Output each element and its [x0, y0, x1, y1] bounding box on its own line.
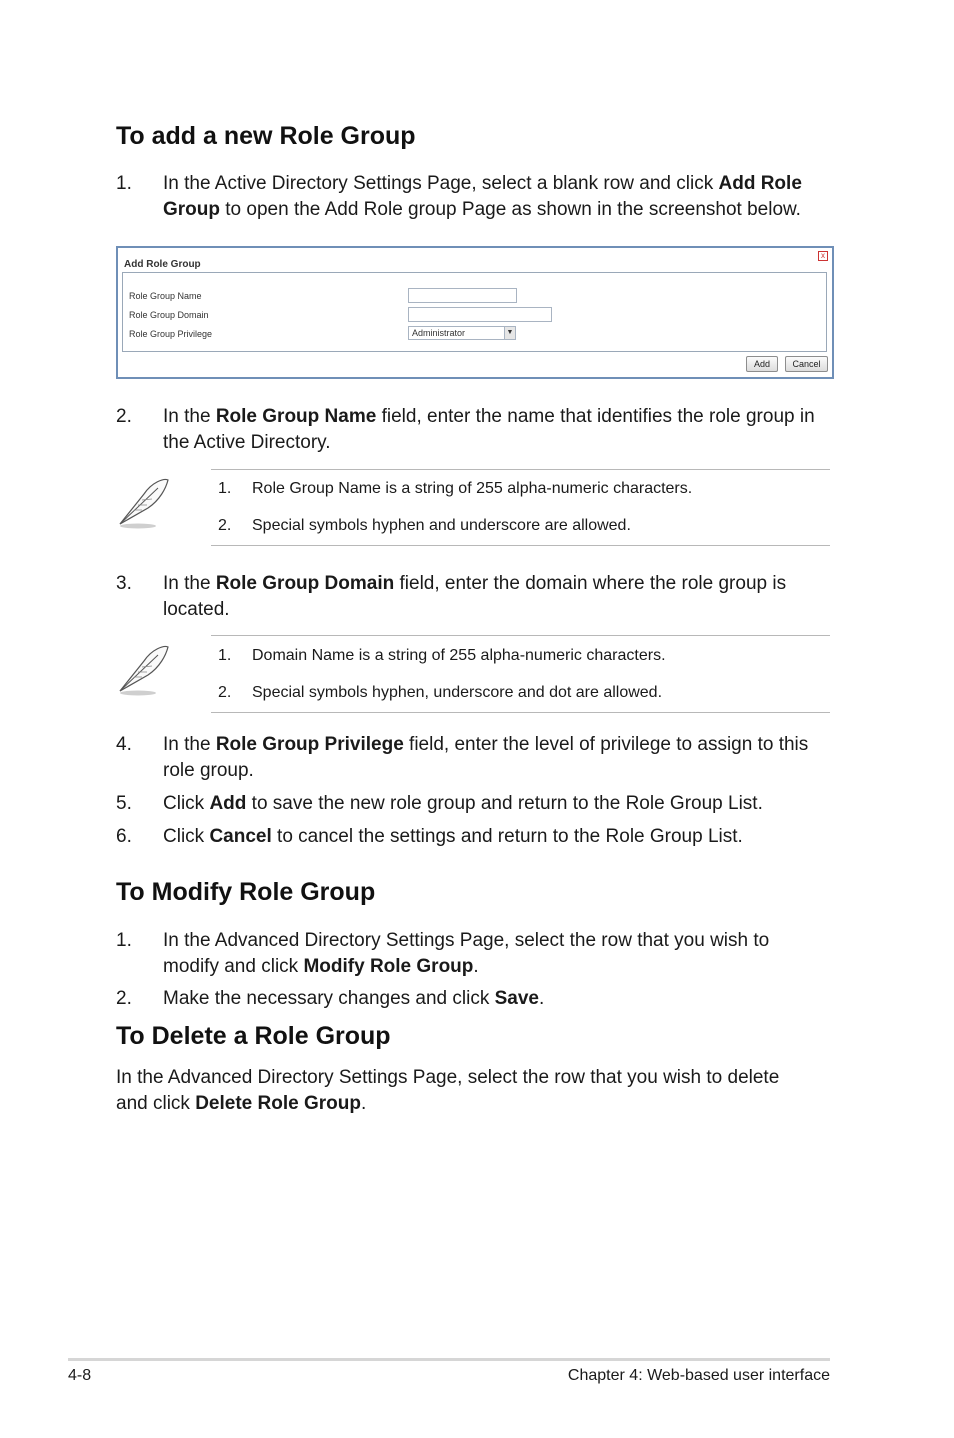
cancel-button[interactable]: Cancel: [785, 356, 828, 372]
privilege-value: Administrator: [412, 328, 466, 338]
dialog-form-panel: [122, 272, 827, 352]
delete-instructions: In the Advanced Directory Settings Page, select the row that you wish to delete and click Delete Role Group.: [116, 1067, 780, 1114]
role-group-privilege-select[interactable]: [408, 326, 516, 340]
section-heading-add-role-group: To add a new Role Group: [116, 122, 416, 150]
step-text: In the Role Group Domain field, enter the domain where the role group is located.: [163, 573, 787, 620]
step-number: 2.: [116, 406, 132, 427]
add-role-group-dialog: [116, 246, 834, 379]
page-number: 4-8: [68, 1367, 92, 1384]
feather-pen-icon: [114, 474, 172, 532]
role-group-name-label: Role Group Name: [129, 291, 202, 301]
role-group-domain-label: Role Group Domain: [129, 310, 209, 320]
note-item-text: Role Group Name is a string of 255 alpha-numeric characters.: [252, 480, 693, 497]
role-group-domain-input[interactable]: [408, 307, 552, 322]
step-number: 4.: [116, 734, 132, 755]
step-number: 1.: [116, 173, 132, 194]
note-item-text: Domain Name is a string of 255 alpha-numeric characters.: [252, 647, 666, 664]
dialog-title: Add Role Group: [124, 259, 201, 270]
step-text: Click Add to save the new role group and return to the Role Group List.: [163, 793, 763, 814]
role-group-name-input[interactable]: [408, 288, 517, 303]
step-text: In the Active Directory Settings Page, select a blank row and click Add Role Group to open the Add Role group Page as shown in the screenshot below.: [163, 173, 802, 220]
note-item-number: 2.: [218, 684, 232, 701]
feather-pen-icon: [114, 641, 172, 699]
note-item-text: Special symbols hyphen and underscore are allowed.: [252, 517, 631, 534]
section-heading-modify-role-group: To Modify Role Group: [116, 878, 376, 906]
chevron-down-icon: ▼: [504, 327, 515, 339]
step-text: In the Advanced Directory Settings Page, select the row that you wish to modify and click Modify Role Group.: [163, 930, 770, 977]
step-number: 6.: [116, 826, 132, 847]
chapter-title: Chapter 4: Web-based user interface: [567, 1367, 830, 1384]
step-number: 1.: [116, 930, 132, 951]
footer-divider: [68, 1358, 830, 1361]
role-group-privilege-label: Role Group Privilege: [129, 329, 213, 339]
close-icon[interactable]: x: [818, 251, 828, 261]
add-button[interactable]: Add: [746, 356, 778, 372]
note-divider-bottom: [211, 545, 830, 546]
note-item-number: 2.: [218, 517, 232, 534]
step-number: 3.: [116, 573, 132, 594]
note-item-number: 1.: [218, 647, 232, 664]
step-text: Make the necessary changes and click Save.: [163, 988, 545, 1009]
note-item-text: Special symbols hyphen, underscore and dot are allowed.: [252, 684, 663, 701]
step-text: In the Role Group Name field, enter the name that identifies the role group in the Active Directory.: [163, 406, 815, 453]
note-divider-bottom: [211, 712, 830, 713]
step-text: Click Cancel to cancel the settings and return to the Role Group List.: [163, 826, 743, 847]
step-text: In the Role Group Privilege field, enter the level of privilege to assign to this role group.: [163, 734, 809, 781]
section-heading-delete-role-group: To Delete a Role Group: [116, 1022, 391, 1050]
note-item-number: 1.: [218, 480, 232, 497]
step-number: 5.: [116, 793, 132, 814]
note-divider-top: [211, 469, 830, 470]
step-number: 2.: [116, 988, 132, 1009]
note-divider-top: [211, 635, 830, 636]
